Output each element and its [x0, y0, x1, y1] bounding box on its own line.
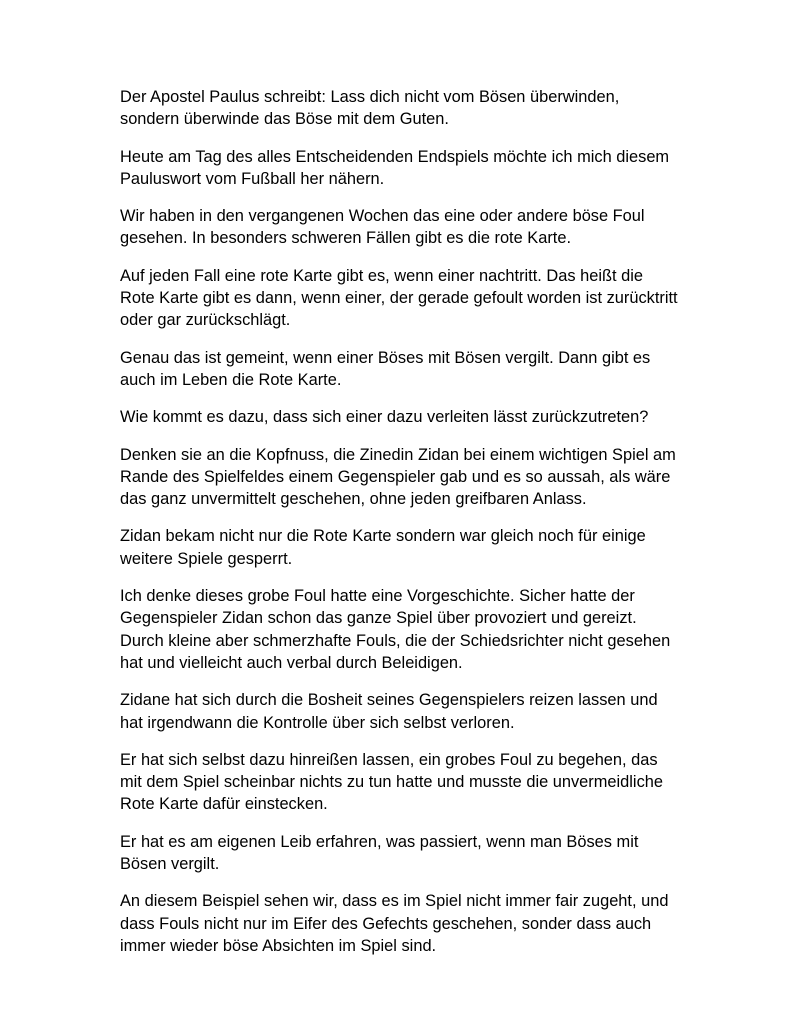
document-body	[120, 86, 680, 972]
paragraph-13: An diesem Beispiel sehen wir, dass es im Spiel nicht immer fair zugeht, und dass Fouls nicht nur im Eifer des Gefechts geschehen, sonder dass auch immer wieder böse Absichten im Spiel sind.	[120, 892, 669, 955]
paragraph-6: Wie kommt es dazu, dass sich einer dazu verleiten lässt zurückzutreten?	[120, 408, 649, 427]
paragraph-11: Er hat sich selbst dazu hinreißen lassen, ein grobes Foul zu begehen, das mit dem Spiel scheinbar nichts zu tun hatte und musste die unvermeidliche Rote Karte dafür einstecken.	[120, 750, 663, 814]
paragraph-9: Ich denke dieses grobe Foul hatte eine Vorgeschichte. Sicher hatte der Gegenspieler Zidan schon das ganze Spiel über provoziert und gereizt. Durch kleine aber schmerzhafte Fouls, die der Schiedsrichter nicht gesehen hat und vielleicht auch verbal durch Beleidigen.	[120, 587, 671, 672]
paragraph-2: Heute am Tag des alles Entscheidenden Endspiels möchte ich mich diesem Pauluswort vom Fußball her nähern.	[120, 147, 670, 188]
paragraph-8: Zidan bekam nicht nur die Rote Karte sondern war gleich noch für einige weitere Spiele gesperrt.	[120, 527, 646, 568]
paragraph-1: Der Apostel Paulus schreibt: Lass dich nicht vom Bösen überwinden, sondern überwinde das Böse mit dem Guten.	[120, 88, 620, 129]
paragraph-4: Auf jeden Fall eine rote Karte gibt es, wenn einer nachtritt. Das heißt die Rote Karte gibt es dann, wenn einer, der gerade gefoult worden ist zurücktritt oder gar zurückschlägt.	[120, 266, 678, 330]
paragraph-3: Wir haben in den vergangenen Wochen das eine oder andere böse Foul gesehen. In besonders schweren Fällen gibt es die rote Karte.	[120, 207, 645, 248]
paragraph-5: Genau das ist gemeint, wenn einer Böses mit Bösen vergilt. Dann gibt es auch im Leben die Rote Karte.	[120, 348, 651, 389]
paragraph-12: Er hat es am eigenen Leib erfahren, was passiert, wenn man Böses mit Bösen vergilt.	[120, 832, 639, 874]
paragraph-7: Denken sie an die Kopfnuss, die Zinedin Zidan bei einem wichtigen Spiel am Rande des Spielfeldes einem Gegenspieler gab und es so aussah, als wäre das ganz unvermittelt geschehen, ohne jeden greifbaren Anlass.	[120, 445, 676, 509]
paragraph-10: Zidane hat sich durch die Bosheit seines Gegenspielers reizen lassen und hat irgendwann die Kontrolle über sich selbst verloren.	[120, 691, 658, 732]
